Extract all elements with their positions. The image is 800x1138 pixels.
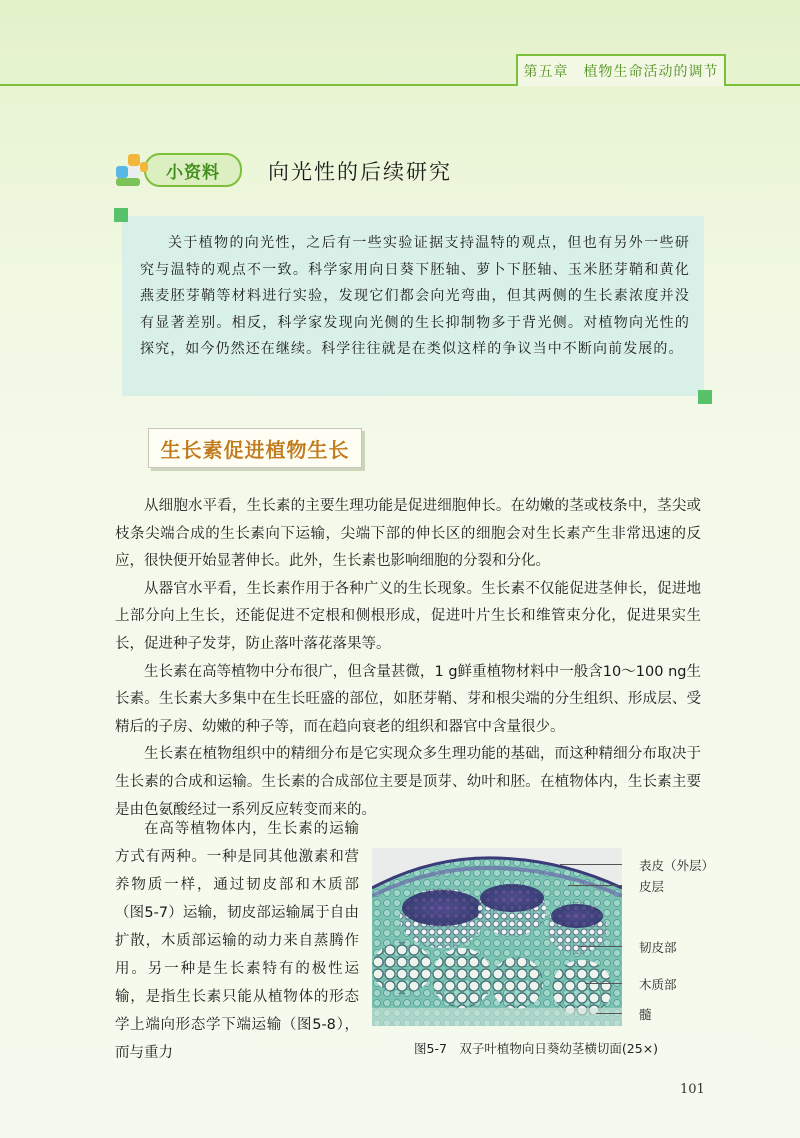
- section-title: 生长素促进植物生长: [160, 437, 350, 462]
- leader-line: [568, 885, 622, 886]
- paragraph: 在高等植物体内，生长素的运输方式有两种。一种是同其他激素和营养物质一样，通过韧皮部和木质部（图5-7）运输，韧皮部运输属于自由扩散，木质部运输的动力来自蒸腾作用。另一种是生长素特有的极性运输，是指生长素只能从植物体的形态学上端向形态学下端运输（图5-8），而与重力: [115, 821, 359, 1061]
- section-heading: [148, 428, 362, 468]
- label-pith: 髓: [639, 1007, 652, 1022]
- page-number: 101: [680, 1082, 705, 1097]
- info-badge: [112, 152, 242, 188]
- leader-line: [596, 1013, 622, 1014]
- info-badge-label-wrap: [144, 153, 242, 187]
- leader-line: [585, 983, 622, 984]
- label-cortex: 皮层: [639, 879, 665, 894]
- paragraph: 生长素在植物组织中的精细分布是它实现众多生理功能的基础，而这种精细分布取决于生长素的合成和运输。生长素的合成部位主要是顶芽、幼叶和胚。在植物体内，生长素主要是由色氨酸经过一系列反应转变而来的。: [115, 746, 701, 818]
- chapter-title: 第五章 植物生命活动的调节: [523, 64, 719, 80]
- corner-mark: [114, 208, 128, 222]
- body-text: [115, 493, 701, 824]
- info-box: [122, 216, 704, 396]
- info-text: 关于植物的向光性，之后有一些实验证据支持温特的观点，但也有另外一些研究与温特的观点不一致。科学家用向日葵下胚轴、萝卜下胚轴、玉米胚芽鞘和黄化燕麦胚芽鞘等材料进行实验，发现它们都会向光弯曲，但其两侧的生长素浓度并没有显著差别。相反，科学家发现向光侧的生长抑制物多于背光侧。对植物向光性的探究，如今仍然还在继续。科学往往就是在类似这样的争议当中不断向前发展的。: [140, 235, 690, 357]
- paragraph: 从细胞水平看，生长素的主要生理功能是促进细胞伸长。在幼嫩的茎或枝条中，茎尖或枝条尖端合成的生长素向下运输，尖端下部的伸长区的细胞会对生长素产生非常迅速的反应，很快便开始显著伸长。此外，生长素也影响细胞的分裂和分化。: [115, 498, 701, 570]
- stem-cross-section-image: [372, 848, 622, 1026]
- chapter-header: [516, 54, 726, 86]
- leader-line: [578, 946, 622, 947]
- label-epidermis: 表皮（外层）: [639, 858, 715, 873]
- side-text: [115, 815, 359, 1067]
- corner-mark: [698, 390, 712, 404]
- figure-caption: 图5-7 双子叶植物向日葵幼茎横切面(25×): [414, 1041, 659, 1056]
- paragraph: 生长素在高等植物中分布很广，但含量甚微，1 g鲜重植物材料中一般含10～100 ng生长素。生长素大多集中在生长旺盛的部位，如胚芽鞘、芽和根尖端的分生组织、形成层、受精后的子房、幼嫩的种子等，而在趋向衰老的组织和器官中含量很少。: [115, 663, 701, 735]
- label-xylem: 木质部: [639, 977, 677, 992]
- leader-line: [560, 864, 622, 865]
- info-badge-label: 小资料: [166, 162, 220, 183]
- label-phloem: 韧皮部: [639, 940, 677, 955]
- info-title: 向光性的后续研究: [268, 160, 452, 184]
- puzzle-icon: [112, 152, 154, 188]
- micrograph-illustration: [372, 848, 622, 1026]
- paragraph: 从器官水平看，生长素作用于各种广义的生长现象。生长素不仅能促进茎伸长，促进地上部分向上生长，还能促进不定根和侧根形成，促进叶片生长和维管束分化，促进果实生长，促进种子发芽，防止落叶落花落果等。: [115, 580, 701, 652]
